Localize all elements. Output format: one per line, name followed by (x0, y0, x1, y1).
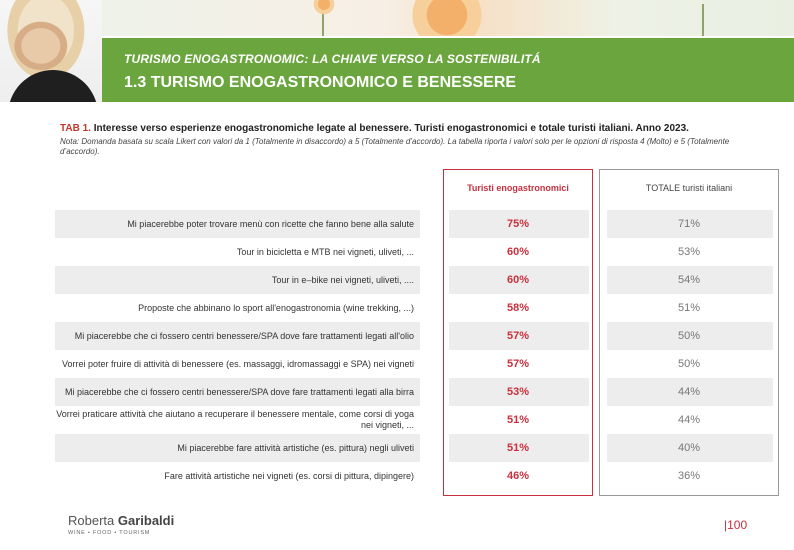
value-total: 53% (677, 246, 701, 258)
table-caption (60, 123, 760, 134)
logo-first-name: Roberta (68, 513, 115, 528)
header-banner (102, 0, 794, 36)
table-row (55, 350, 773, 378)
value-total: 54% (677, 274, 701, 286)
value-total: 40% (677, 442, 701, 454)
row-label: Fare attività artistiche nei vigneti (es. corsi di pittura, dipingere) (164, 470, 414, 481)
row-label: Tour in e–bike nei vigneti, uliveti, .... (55, 266, 420, 294)
row-label: Tour in bicicletta e MTB nei vigneti, uliveti, ... (236, 246, 414, 257)
table-row (55, 238, 773, 266)
value-total: 51% (677, 302, 701, 314)
section-subtitle: 1.3 TURISMO ENOGASTRONOMICO E BENESSERE (124, 74, 517, 91)
value-total: 71% (677, 218, 701, 230)
value-total: 50% (677, 330, 701, 342)
value-eno: 60% (506, 246, 530, 258)
row-label: Mi piacerebbe fare attività artistiche (es. pittura) negli uliveti (55, 434, 420, 462)
table-row (55, 406, 773, 434)
table-note: Nota: Domanda basata su scala Likert con valori da 1 (Totalmente in disaccordo) a 5 (Totalmente d’accordo). La tabella riporta i valori solo per le opzioni di risposta 4 (Molto) e 5 (Totalmente d’accordo). (60, 137, 730, 156)
page-number: |100 (724, 518, 748, 532)
row-label: Vorrei poter fruire di attività di benessere (es. massaggi, idromassaggi e SPA) nei vigneti (61, 358, 414, 369)
table-number: TAB 1. (60, 123, 91, 134)
row-label: Mi piacerebbe che ci fossero centri benessere/SPA dove fare trattamenti legati all'olio (55, 322, 420, 350)
value-total: 50% (677, 358, 701, 370)
value-eno: 75% (506, 218, 530, 230)
author-photo (0, 0, 102, 102)
value-eno: 51% (506, 414, 530, 426)
value-eno: 57% (506, 330, 530, 342)
row-label: Mi piacerebbe che ci fossero centri benessere/SPA dove fare trattamenti legati alla birra (55, 378, 420, 406)
logo-last-name: Garibaldi (117, 513, 175, 528)
table-row (55, 322, 773, 350)
banner-flower (402, 0, 492, 36)
table-title: Interesse verso esperienze enogastronomiche legate al benessere. Turisti enogastronomici e totale turisti italiani. Anno 2023. (93, 123, 689, 134)
table-row (55, 210, 773, 238)
value-eno: 57% (506, 358, 530, 370)
author-photo-shoulder (8, 70, 98, 102)
table-row (55, 266, 773, 294)
banner-stem (702, 4, 704, 36)
table-row (55, 462, 773, 490)
column-header-total: TOTALE turisti italiani (645, 183, 733, 193)
row-label: Vorrei praticare attività che aiutano a recuperare il benessere mentale, come corsi di yoga nei vigneti, ... (56, 409, 414, 430)
value-total: 44% (677, 386, 701, 398)
logo-tagline: WINE • FOOD • TOURISM (68, 530, 151, 536)
value-eno: 46% (506, 470, 530, 482)
value-eno: 51% (506, 442, 530, 454)
table-row (55, 434, 773, 462)
table-row (55, 294, 773, 322)
value-eno: 58% (506, 302, 530, 314)
section-header-bar (102, 38, 794, 102)
brand-logo (68, 513, 174, 528)
banner-flower (312, 0, 336, 16)
table-row (55, 378, 773, 406)
value-eno: 53% (506, 386, 530, 398)
row-label: Proposte che abbinano lo sport all'enogastronomia (wine trekking, ...) (138, 302, 414, 313)
section-title: TURISMO ENOGASTRONOMIC: LA CHIAVE VERSO LA SOSTENIBILITÁ (124, 52, 541, 66)
column-header-eno: Turisti enogastronomici (467, 183, 569, 193)
row-label: Mi piacerebbe poter trovare menù con ricette che fanno bene alla salute (55, 210, 420, 238)
value-total: 44% (677, 414, 701, 426)
value-eno: 60% (506, 274, 530, 286)
value-total: 36% (677, 470, 701, 482)
